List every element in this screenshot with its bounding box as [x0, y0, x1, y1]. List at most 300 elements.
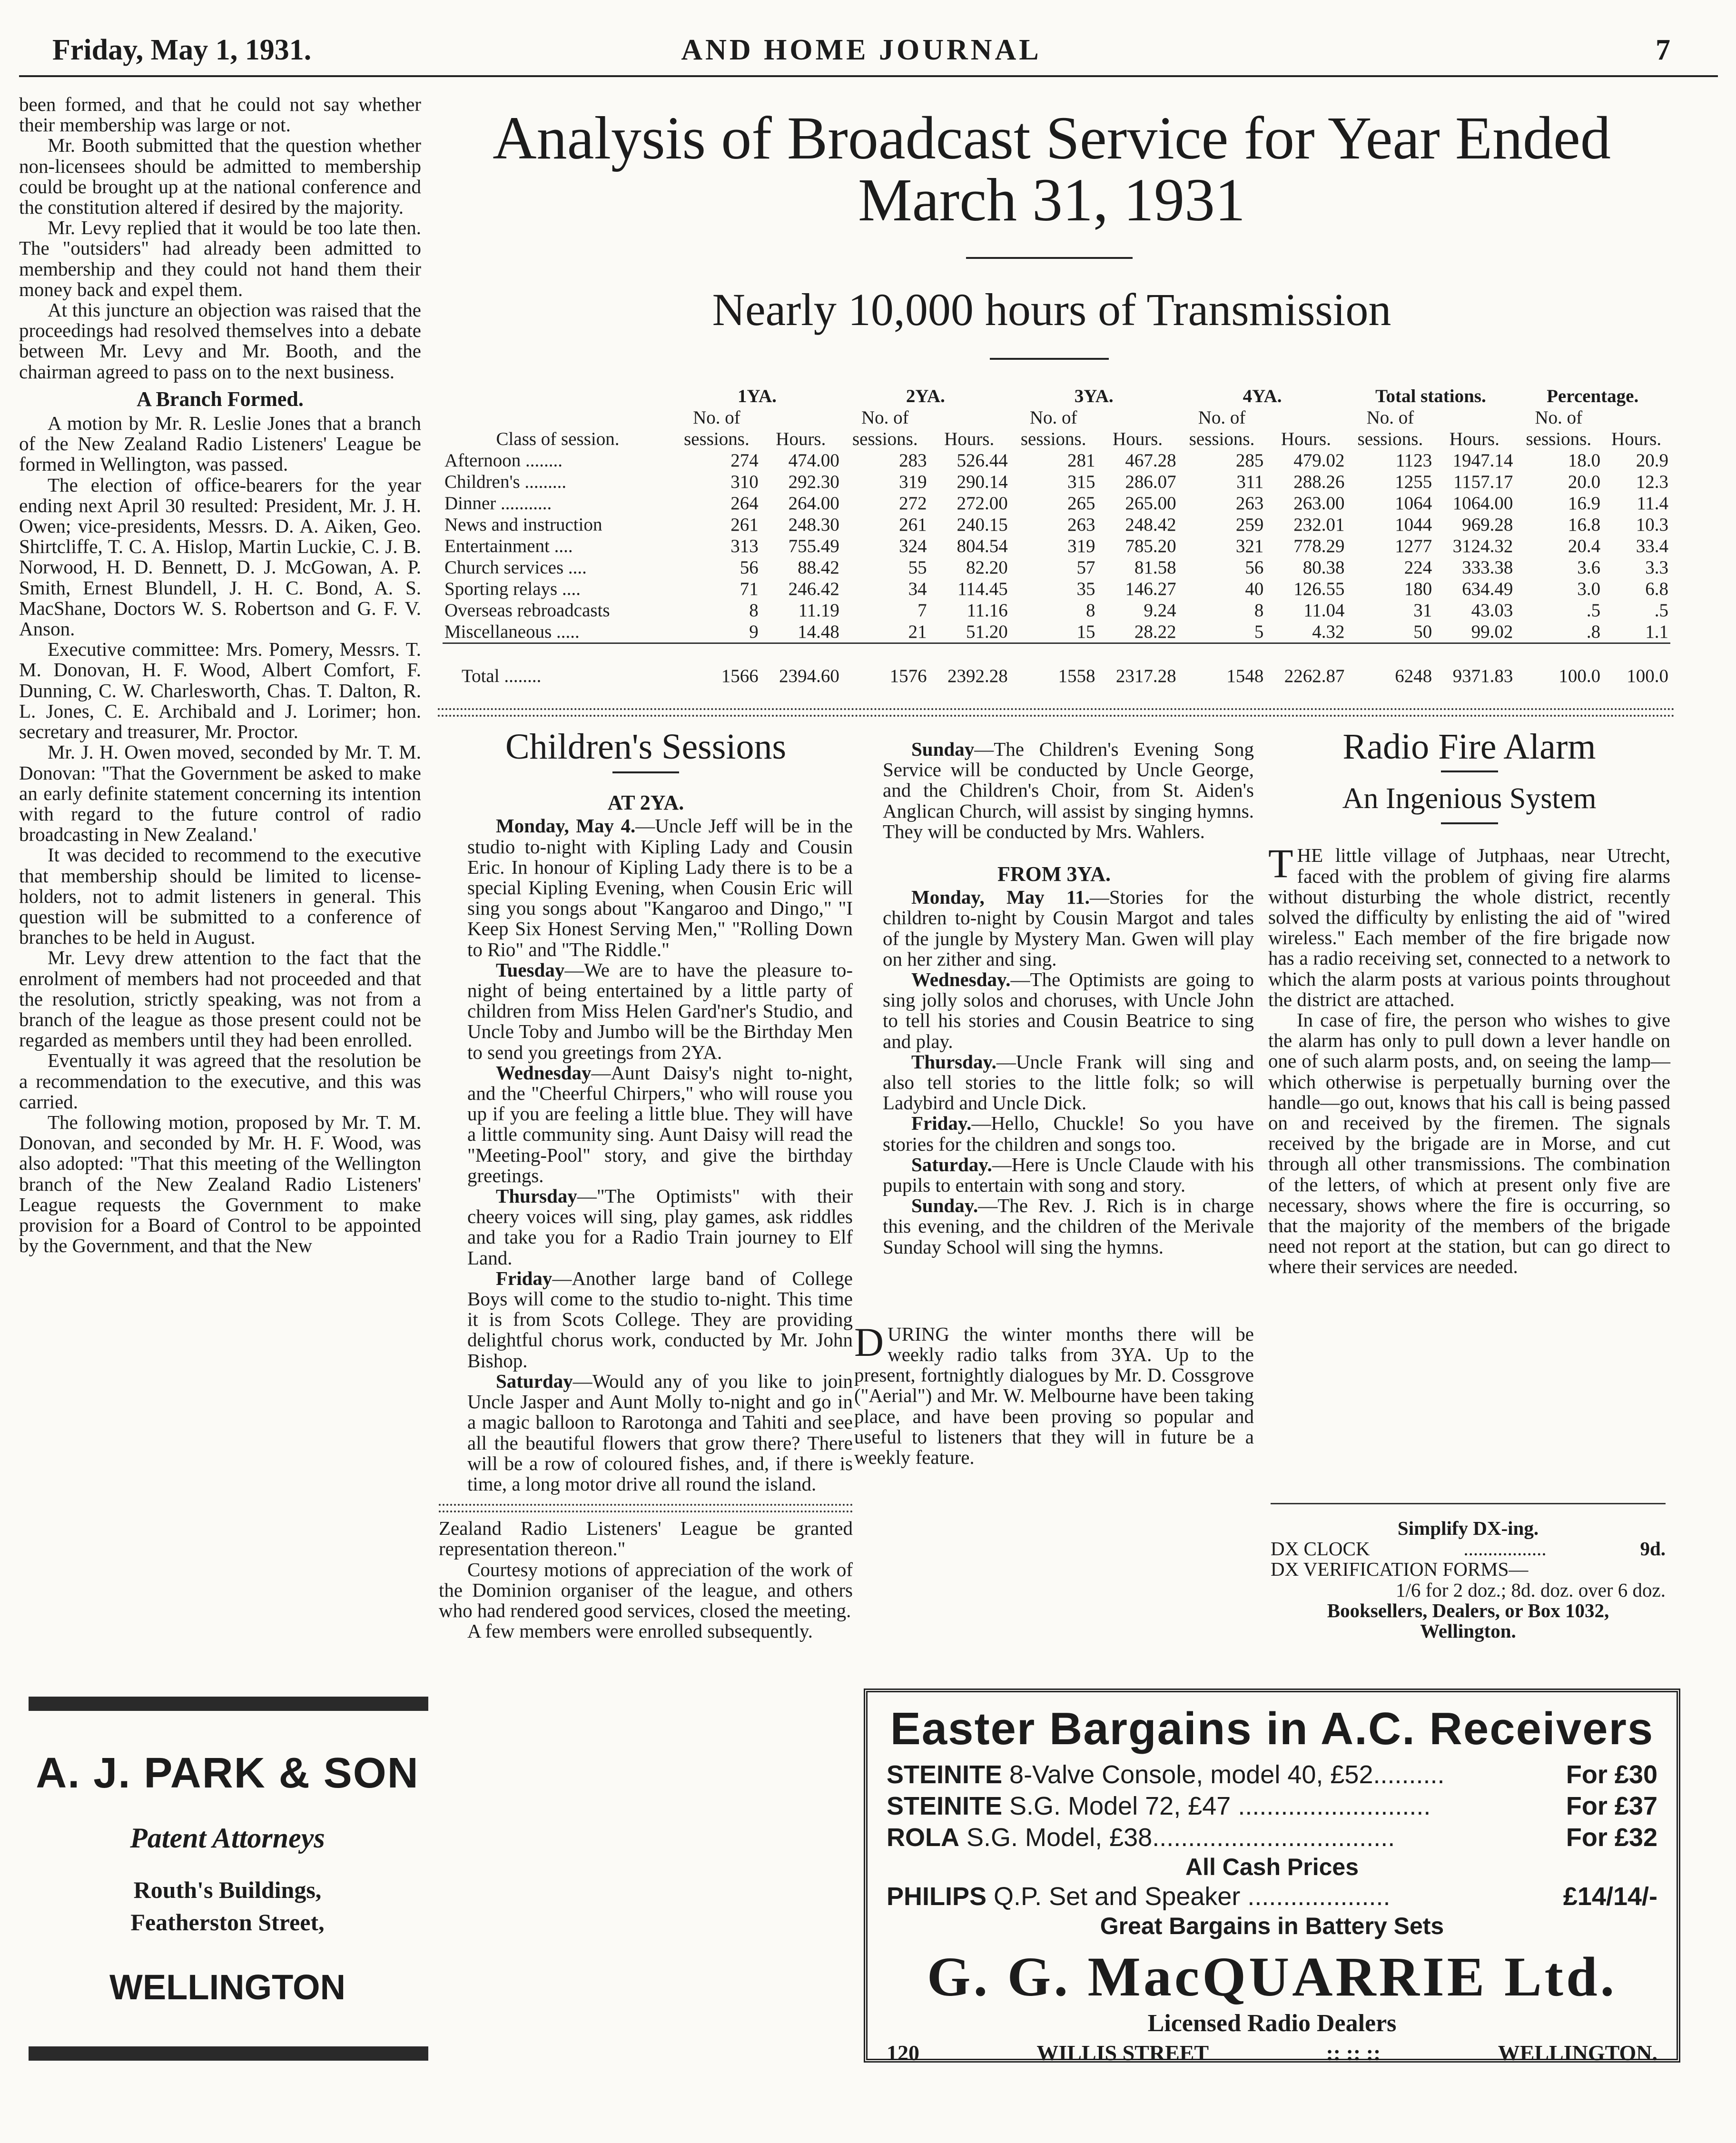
table-subheader: Hours.: [1611, 429, 1662, 449]
table-cell: 56: [1245, 557, 1264, 578]
dx-forms-price: 1/6 for 2 doz.; 8d. doz. over 6 doz.: [1395, 1579, 1666, 1601]
dx-city: Wellington.: [1420, 1620, 1516, 1642]
table-cell: 785.20: [1125, 536, 1176, 556]
receiver-name: STEINITE: [887, 1760, 1003, 1789]
table-empty-cell: [1265, 407, 1346, 428]
table-cell: 263: [1067, 514, 1095, 535]
table-class-header: Class of session.: [496, 429, 620, 449]
table-cell: 283: [899, 450, 927, 471]
address-city: WELLINGTON.: [1498, 2041, 1657, 2065]
table-empty-cell: [760, 407, 841, 428]
session-day: Tuesday: [496, 958, 565, 981]
battery-sets-note: Great Bargains in Battery Sets: [1100, 1913, 1444, 1939]
table-subheader: sessions.: [852, 429, 918, 449]
session-text: —Here is Uncle Claude with his pupils to entertain with song and story.: [883, 1153, 1254, 1196]
session-entry: [854, 1155, 1254, 1195]
table-row: [443, 450, 1670, 471]
journal-title: AND HOME JOURNAL: [681, 34, 1042, 66]
table-cell: 34: [908, 579, 927, 599]
table-cell: .5: [1586, 600, 1601, 621]
table-subheader-top: No. of: [1198, 407, 1246, 428]
session-text: —Uncle Frank will sing and also tell stories to the little folk; so will Ladybird and Uncle Dick.: [883, 1050, 1254, 1114]
receiver-price: For £30: [1566, 1760, 1657, 1789]
dx-forms-label: DX VERIFICATION FORMS—: [1271, 1558, 1529, 1580]
table-subheader: Hours.: [1449, 429, 1499, 449]
table-row: [443, 535, 1670, 557]
heading-at-2ya: AT 2YA.: [607, 791, 684, 815]
session-text: —Stories for the children to-night by Cousin Margot and tales of the jungle by Mystery Man. Gwen will play on her zither and sing.: [883, 886, 1254, 970]
table-cell: 11.04: [1303, 600, 1345, 621]
table-cell: 82.20: [966, 557, 1008, 578]
address-street: WILLIS STREET: [1036, 2041, 1209, 2065]
paragraph: At this juncture an objection was raised that the proceedings had resolved themselves into a debate between Mr. Levy and Mr. Booth, and the chairman agreed to pass on to the next business.: [19, 299, 421, 383]
session-text: —Uncle Jeff will be in the studio to-night with Kipling Lady and Cousin Eric. In honour of Kipling Lady there is to be a special Kipling Evening, when Cousin Eric will sing you songs about "Kangaroo and Dingo," "I Keep Six Honest Serving Men," "Rolling Down to Rio" and "The Riddle.": [467, 815, 853, 960]
table-cell: .8: [1586, 622, 1601, 642]
table-cell: 114.45: [957, 579, 1008, 599]
table-empty-cell: [1434, 407, 1515, 428]
simplify-title: Simplify DX-ing.: [1397, 1517, 1539, 1539]
table-cell: 288.26: [1293, 472, 1345, 492]
ornamental-divider: [439, 1504, 853, 1512]
firm-address: [32, 1874, 423, 1938]
subheading-branch-formed: A Branch Formed.: [137, 387, 304, 411]
table-cell: 1255: [1395, 472, 1432, 492]
table-cell: 264.00: [788, 493, 839, 514]
philips-price: £14/14/-: [1563, 1882, 1657, 1911]
table-cell: 9: [749, 622, 759, 642]
header-rule: [19, 75, 1718, 77]
session-entry: [439, 1186, 853, 1268]
dx-sellers: Booksellers, Dealers, or Box 1032,: [1327, 1599, 1609, 1621]
table-row-label: Sporting relays ....: [444, 579, 581, 599]
table-row: [443, 600, 1670, 621]
table-cell: 526.44: [957, 450, 1008, 471]
table-cell: 35: [1076, 579, 1095, 599]
table-subheader-row: [443, 407, 1670, 428]
session-text: —Would any of you like to join Uncle Jasper and Aunt Molly to-night and go in a magic balloon to Rarotonga and Tahiti and see all the beautiful flowers that grow there? There will be a row of coloured fishes, and, if there is time, a long motor drive all round the island.: [467, 1370, 853, 1495]
table-cell: 321: [1235, 536, 1264, 556]
table-row-label: News and instruction: [444, 514, 602, 535]
table-row-label: Entertainment ....: [444, 536, 573, 556]
table-cell: 311: [1236, 472, 1264, 492]
issue-date: Friday, May 1, 1931.: [52, 34, 312, 66]
table-subheader: sessions.: [684, 429, 750, 449]
table-total-cell: 100.0: [1515, 643, 1602, 698]
address-separator: :: :: ::: [1326, 2041, 1381, 2065]
ad-top-bar: [29, 1697, 428, 1711]
session-entry: [439, 1268, 853, 1371]
session-day: Sunday.: [911, 1195, 978, 1217]
session-day: Saturday.: [911, 1153, 992, 1175]
table-cell: 28.22: [1134, 622, 1176, 642]
philips-name: PHILIPS: [887, 1882, 987, 1911]
table-cell: 9.24: [1144, 600, 1176, 621]
table-cell: 240.15: [957, 514, 1008, 535]
simplify-dx-notice: [1271, 1518, 1666, 1641]
table-cell: 57: [1076, 557, 1095, 578]
table-cell: 315: [1067, 472, 1095, 492]
session-text: —Another large band of College Boys will come to the studio to-night. This time it is from Scots College. They are providing delightful chorus work, conducted by Mr. John Bishop.: [467, 1267, 853, 1372]
table-total-cell: 1566: [673, 643, 760, 698]
childrens-sessions-title: Children's Sessions: [505, 727, 787, 767]
table-group-header: 1YA.: [737, 386, 777, 406]
receiver-desc: S.G. Model, £38..................................: [959, 1823, 1395, 1852]
table-row: [443, 514, 1670, 535]
table-subheader: sessions.: [1357, 429, 1423, 449]
table-cell: 43.03: [1471, 600, 1513, 621]
table-cell: 969.28: [1462, 514, 1513, 535]
table-cell: 11.19: [798, 600, 839, 621]
table-cell: 1277: [1395, 536, 1432, 556]
ornamental-divider: [438, 708, 1675, 717]
table-cell: 6.8: [1645, 579, 1668, 599]
dx-clock-price: 9d.: [1640, 1538, 1666, 1560]
table-cell: 16.9: [1568, 493, 1601, 514]
paragraph: Mr. J. H. Owen moved, seconded by Mr. T. M. Donovan: "That the Government be asked to make an early definite statement concerning its intention with regard to the future control of radio broadcasting in New Zealand.': [19, 741, 421, 846]
cash-prices-note: All Cash Prices: [1185, 1854, 1359, 1880]
paragraph: A few members were enrolled subsequently.: [467, 1620, 813, 1642]
table-cell: 4.32: [1312, 622, 1345, 642]
licensed-dealers: Licensed Radio Dealers: [1147, 2010, 1397, 2037]
session-text: —Aunt Daisy's night to-night, and the "Cheerful Chirpers," who will rouse you up if you are feeling a little blue. They will have a little community sing. Aunt Daisy will read the "Meeting-Pool" story, and give the birthday greetings.: [467, 1061, 853, 1186]
table-cell: 80.38: [1302, 557, 1345, 578]
table-cell: 31: [1413, 600, 1432, 621]
table-subheader-top: No. of: [1029, 407, 1077, 428]
table-cell: 248.42: [1125, 514, 1176, 535]
table-cell: 1123: [1395, 450, 1432, 471]
table-subheader: Hours.: [776, 429, 826, 449]
table-cell: 272: [899, 493, 927, 514]
table-subheader-top: No. of: [861, 407, 909, 428]
table-cell: 7: [917, 600, 927, 621]
session-text: —The Optimists are going to sing jolly solos and choruses, with Uncle John to tell his stories and Cousin Beatrice to sing and play.: [883, 968, 1254, 1052]
table-cell: 248.30: [788, 514, 839, 535]
table-cell: 10.3: [1636, 514, 1668, 535]
macquarrie-advertisement: [864, 1689, 1680, 2063]
table-empty-cell: [443, 385, 673, 407]
table-cell: 310: [730, 472, 759, 492]
table-cell: 20.4: [1568, 536, 1601, 556]
dealer-address: [887, 2040, 1657, 2065]
paragraph: Mr. Levy drew attention to the fact that the enrolment of members had not proceeded and that the resolution, strictly speaking, was not from a branch of the league as those present could not be regarded as members until they had been enrolled.: [19, 947, 421, 1051]
table-cell: 1064: [1395, 493, 1432, 514]
table-cell: 290.14: [957, 472, 1008, 492]
philips-offer: [887, 1881, 1657, 1912]
table-cell: 55: [908, 557, 927, 578]
session-day: Monday, May 4.: [496, 815, 636, 837]
paragraph: Eventually it was agreed that the resolution be a recommendation to the executive, and this was carried.: [19, 1049, 421, 1113]
table-cell: 16.8: [1568, 514, 1601, 535]
receiver-offer: [887, 1822, 1657, 1853]
table-cell: 88.42: [798, 557, 839, 578]
table-cell: 126.55: [1293, 579, 1345, 599]
table-row-label: Church services ....: [444, 557, 587, 578]
table-total-cell: 1576: [841, 643, 929, 698]
table-cell: 12.3: [1636, 472, 1668, 492]
session-entry: [854, 887, 1254, 969]
table-cell: 8: [1254, 600, 1264, 621]
table-cell: 99.02: [1471, 622, 1513, 642]
table-cell: 259: [1235, 514, 1264, 535]
table-cell: 804.54: [957, 536, 1008, 556]
table-total-cell: 100.0: [1602, 643, 1670, 698]
fire-alarm-paragraph: [1268, 840, 1670, 1010]
sessions-3ya-column: [854, 739, 1254, 1468]
title-rule: [612, 771, 679, 773]
table-subheader: sessions.: [1020, 429, 1086, 449]
table-cell: 18.0: [1568, 450, 1601, 471]
table-subheader-top: No. of: [1366, 407, 1414, 428]
table-cell: 15: [1076, 622, 1095, 642]
table-subheader-top: No. of: [1535, 407, 1583, 428]
paragraph: Courtesy motions of appreciation of the work of the Dominion organiser of the league, and others who had rendered good services, closed the meeting.: [439, 1558, 853, 1621]
table-empty-cell: [443, 407, 673, 428]
session-entry: [439, 1371, 853, 1494]
session-entry: [854, 969, 1254, 1052]
table-cell: 14.48: [798, 622, 839, 642]
title-rule: [966, 257, 1133, 259]
session-day: Wednesday.: [911, 968, 1011, 991]
table-total-cell: 9371.83: [1434, 643, 1515, 698]
paragraph: Zealand Radio Listeners' League be granted representation thereon.": [439, 1517, 853, 1560]
table-group-header: Total stations.: [1375, 386, 1486, 406]
receiver-price: For £37: [1566, 1792, 1657, 1820]
table-empty-cell: [929, 407, 1010, 428]
table-cell: 285: [1235, 450, 1264, 471]
table-cell: 265: [1067, 493, 1095, 514]
dx-clock-leader: .................: [1463, 1538, 1547, 1560]
firm-role: Patent Attorneys: [130, 1822, 325, 1854]
subtitle-rule: [1441, 822, 1498, 824]
table-cell: 319: [1067, 536, 1095, 556]
session-day: Thursday: [496, 1185, 577, 1207]
broadcast-statistics-table: [443, 385, 1670, 697]
table-group-header: Percentage.: [1547, 386, 1639, 406]
table-cell: 51.20: [966, 622, 1008, 642]
table-row-label: Dinner ...........: [444, 493, 552, 514]
table-cell: 1157.17: [1453, 472, 1513, 492]
table-cell: 263: [1235, 493, 1264, 514]
table-cell: 8: [1086, 600, 1095, 621]
receiver-offer: [887, 1759, 1657, 1790]
philips-desc: Q.P. Set and Speaker ....................: [986, 1882, 1391, 1911]
running-head: [52, 33, 1670, 71]
fire-alarm-text: HE little village of Jutphaas, near Utrecht, faced with the problem of giving fire alarms without disturbing the whole district, recently solved the difficulty by enlisting the aid of "wired wireless." Each member of the fire brigade now has a radio receiving set, connected to a network to which the alarm posts at various points throughout the district are attached.: [1268, 844, 1670, 1010]
firm-building: Routh's Buildings,: [133, 1876, 322, 1903]
table-cell: 634.49: [1462, 579, 1513, 599]
dealer-name: G. G. MacQUARRIE Ltd.: [927, 1945, 1618, 2008]
divider-rule: [1271, 1503, 1666, 1504]
paragraph: been formed, and that he could not say whether their membership was large or not.: [19, 93, 421, 136]
radio-fire-alarm-subtitle: An Ingenious System: [1342, 782, 1597, 815]
table-cell: 8: [749, 600, 759, 621]
receiver-name: STEINITE: [887, 1792, 1003, 1820]
table-total-cell: 1548: [1178, 643, 1266, 698]
table-cell: 33.4: [1636, 536, 1668, 556]
table-cell: 274: [730, 450, 759, 471]
table-cell: 264: [730, 493, 759, 514]
table-cell: 224: [1404, 557, 1432, 578]
paragraph: The election of office-bearers for the year ending next April 30 resulted: President, Mr. J. H. Owen; vice-presidents, Messrs. D. A. Aiken, Geo. Shirtcliffe, T. C. A. Hislop, Martin Luckie, C. J. B. Norwood, H. D. Bennett, D. J. McGowan, A. P. Smith, Ernest Blundell, J. H. C. Bond, A. S. MacShane, Doctors W. S. Robertson and G. F. V. Anson.: [19, 474, 421, 640]
table-cell: 778.29: [1293, 536, 1345, 556]
table-cell: 1044: [1395, 514, 1432, 535]
receiver-offer: [887, 1790, 1657, 1822]
table-row: [443, 471, 1670, 493]
table-total-cell: 2394.60: [760, 643, 841, 698]
table-cell: 479.02: [1293, 450, 1345, 471]
winter-talks-paragraph: [854, 1319, 1254, 1469]
table-cell: .5: [1654, 600, 1668, 621]
address-number: 120: [887, 2041, 919, 2065]
table-subheader: Hours.: [1113, 429, 1163, 449]
table-subheader: Hours.: [944, 429, 995, 449]
table-cell: 5: [1254, 622, 1264, 642]
table-cell: 1064.00: [1452, 493, 1513, 514]
table-total-label: Total ........: [443, 643, 673, 698]
table-row: [443, 578, 1670, 600]
session-entry: [439, 960, 853, 1063]
dx-clock-line: [1271, 1539, 1666, 1559]
session-day: Saturday: [496, 1370, 573, 1392]
page-number: 7: [1656, 34, 1670, 66]
table-cell: 261: [899, 514, 927, 535]
receiver-price: For £32: [1566, 1823, 1657, 1852]
fire-alarm-paragraph: In case of fire, the person who wishes to give the alarm has only to pull down a lever handle on one of such alarm posts, and, on seeing the lamp—which otherwise is perpetually burning over the handle—go out, knows that his call is being passed on and received by the firemen. The signals received by the brigade are in Morse, and cut through all other transmissions. The combination of the letters, of which at present only five are necessary, shows where the fire is occurring, so that the majority of the members of the brigade need not report at the station, but can go direct to where their services are needed.: [1268, 1009, 1670, 1278]
ad-bottom-bar: [29, 2046, 428, 2061]
drop-cap: D: [854, 1319, 884, 1365]
radio-fire-alarm-title: Radio Fire Alarm: [1342, 727, 1596, 767]
easter-bargains-banner: Easter Bargains in A.C. Receivers: [890, 1703, 1654, 1754]
table-cell: 3124.32: [1452, 536, 1513, 556]
table-subheader: Hours.: [1281, 429, 1331, 449]
firm-city: WELLINGTON: [109, 1967, 346, 2007]
analysis-subtitle: Nearly 10,000 hours of Transmission: [712, 284, 1391, 335]
table-cell: 286.07: [1125, 472, 1176, 492]
paragraph: It was decided to recommend to the executive that membership should be limited to license-holders, not to admit listeners in general. This question will be submitted to a conference of branches to be held in August.: [19, 844, 421, 948]
session-day: Sunday: [911, 738, 975, 760]
firm-street: Featherston Street,: [130, 1909, 325, 1936]
paragraph: Mr. Levy replied that it would be too late then. The "outsiders" had already been admitted to membership and they could not hand them their money back and expel them.: [19, 217, 421, 300]
session-entry: [439, 816, 853, 959]
table-cell: 1.1: [1645, 622, 1668, 642]
table-cell: 324: [899, 536, 927, 556]
park-and-son-advertisement: [32, 1730, 423, 2039]
table-cell: 246.42: [788, 579, 839, 599]
table-row-label: Children's .........: [444, 472, 567, 492]
session-entry: [854, 1113, 1254, 1154]
paragraph: A motion by Mr. R. Leslie Jones that a branch of the New Zealand Radio Listeners' League be formed in Wellington, was passed.: [19, 412, 421, 475]
subtitle-rule: [990, 358, 1109, 360]
table-cell: 755.49: [788, 536, 839, 556]
table-total-cell: 1558: [1010, 643, 1097, 698]
table-row: [443, 557, 1670, 578]
table-total-cell: 2262.87: [1265, 643, 1346, 698]
table-cell: 3.3: [1645, 557, 1668, 578]
table-row-label: Afternoon ........: [444, 450, 563, 471]
table-cell: 21: [908, 622, 927, 642]
session-entry: [854, 1052, 1254, 1114]
table-group-header: 2YA.: [906, 386, 945, 406]
table-cell: 232.01: [1293, 514, 1345, 535]
table-cell: 313: [730, 536, 759, 556]
table-cell: 56: [740, 557, 759, 578]
session-day: Friday: [496, 1267, 552, 1289]
table-cell: 261: [730, 514, 759, 535]
table-row: [443, 493, 1670, 514]
table-cell: 3.6: [1577, 557, 1601, 578]
childrens-sessions-column: [439, 727, 853, 1642]
table-total-row: [443, 643, 1670, 698]
heading-from-3ya: FROM 3YA.: [997, 862, 1111, 886]
table-cell: 50: [1413, 622, 1432, 642]
table-total-cell: 2317.28: [1097, 643, 1178, 698]
table-total-cell: 2392.28: [929, 643, 1010, 698]
table-cell: 265.00: [1125, 493, 1176, 514]
session-text: —"The Optimists" with their cheery voices will sing, play games, ask riddles and take you for a Radio Train journey to Elf Land.: [467, 1185, 853, 1269]
table-subheader-row: [443, 428, 1670, 450]
table-row-label: Miscellaneous .....: [444, 622, 580, 642]
table-row: [443, 621, 1670, 643]
session-day: Wednesday: [496, 1061, 592, 1084]
radio-fire-alarm-column: [1268, 727, 1670, 1278]
paragraph: The following motion, proposed by Mr. T. M. Donovan, and seconded by Mr. H. F. Wood, was also adopted: "That this meeting of the Wellington branch of the New Zealand Radio Listeners' League requests the Government to make provision for a Board of Control to be appointed by the Government, and that the New: [19, 1111, 421, 1257]
paragraph: Mr. Booth submitted that the question whether non-licensees should be admitted to membership could be brought up at the national conference and the constitution altered if desired by the majority.: [19, 134, 421, 218]
table-cell: 263.00: [1293, 493, 1345, 514]
table-cell: 20.0: [1568, 472, 1601, 492]
left-column-article: [19, 94, 421, 1256]
firm-name: A. J. PARK & SON: [36, 1749, 419, 1797]
table-group-header-row: [443, 385, 1670, 407]
session-entry: [854, 1195, 1254, 1257]
table-subheader: sessions.: [1526, 429, 1592, 449]
table-cell: 11.4: [1637, 493, 1668, 514]
table-cell: 81.58: [1134, 557, 1176, 578]
table-total-cell: 6248: [1347, 643, 1434, 698]
winter-talks-text: URING the winter months there will be weekly radio talks from 3YA. Up to the present, fortnightly dialogues by Mr. D. Cossgrove ("Aerial") and Mr. W. Melbourne have been taking place, and have been proving so popular and useful to listeners that they will in future be a weekly feature.: [854, 1323, 1254, 1469]
table-cell: 292.30: [788, 472, 839, 492]
session-text: —The Children's Evening Song Service will be conducted by Uncle George, and the Children's Choir, from St. Aiden's Anglican Church, will assist by singing hymns. They will be conducted by Mrs. Wahlers.: [883, 738, 1254, 842]
table-subheader-top: No. of: [693, 407, 740, 428]
table-cell: 3.0: [1577, 579, 1601, 599]
drop-cap: T: [1268, 840, 1293, 887]
paragraph: Executive committee: Mrs. Pomery, Messrs. T. M. Donovan, H. F. Wood, Albert Comfort, F. Dunning, C. W. Charlesworth, Chas. T. Dalton, R. L. Jones, C. E. Archibald and J. Lorimer; hon. secretary and treasurer, Mr. Proctor.: [19, 638, 421, 743]
table-subheader: sessions.: [1189, 429, 1255, 449]
session-day: Thursday.: [911, 1050, 996, 1073]
session-text: —The Rev. J. Rich is in charge this evening, and the children of the Merivale Sunday School will sing the hymns.: [883, 1195, 1254, 1258]
title-rule: [1441, 770, 1498, 772]
table-group-header: 3YA.: [1074, 386, 1114, 406]
analysis-title: Analysis of Broadcast Service for Year Ended March 31, 1931: [493, 104, 1611, 234]
session-day: Monday, May 11.: [911, 886, 1090, 909]
receiver-desc: 8-Valve Console, model 40, £52..........: [1002, 1760, 1445, 1789]
table-cell: 71: [740, 579, 759, 599]
table-cell: 281: [1067, 450, 1095, 471]
receiver-desc: S.G. Model 72, £47 ...........................: [1002, 1792, 1431, 1820]
table-cell: 11.16: [967, 600, 1008, 621]
session-text: —Hello, Chuckle! So you have stories for the children and songs too.: [883, 1112, 1254, 1155]
table-cell: 474.00: [788, 450, 839, 471]
table-empty-cell: [1602, 407, 1670, 428]
receiver-name: ROLA: [887, 1823, 959, 1852]
table-cell: 1947.14: [1452, 450, 1513, 471]
table-cell: 146.27: [1125, 579, 1176, 599]
table-cell: 180: [1404, 579, 1432, 599]
table-cell: 467.28: [1125, 450, 1176, 471]
table-empty-cell: [1097, 407, 1178, 428]
table-cell: 333.38: [1462, 557, 1513, 578]
table-row-label: Overseas rebroadcasts: [444, 600, 610, 621]
table-group-header: 4YA.: [1243, 386, 1282, 406]
